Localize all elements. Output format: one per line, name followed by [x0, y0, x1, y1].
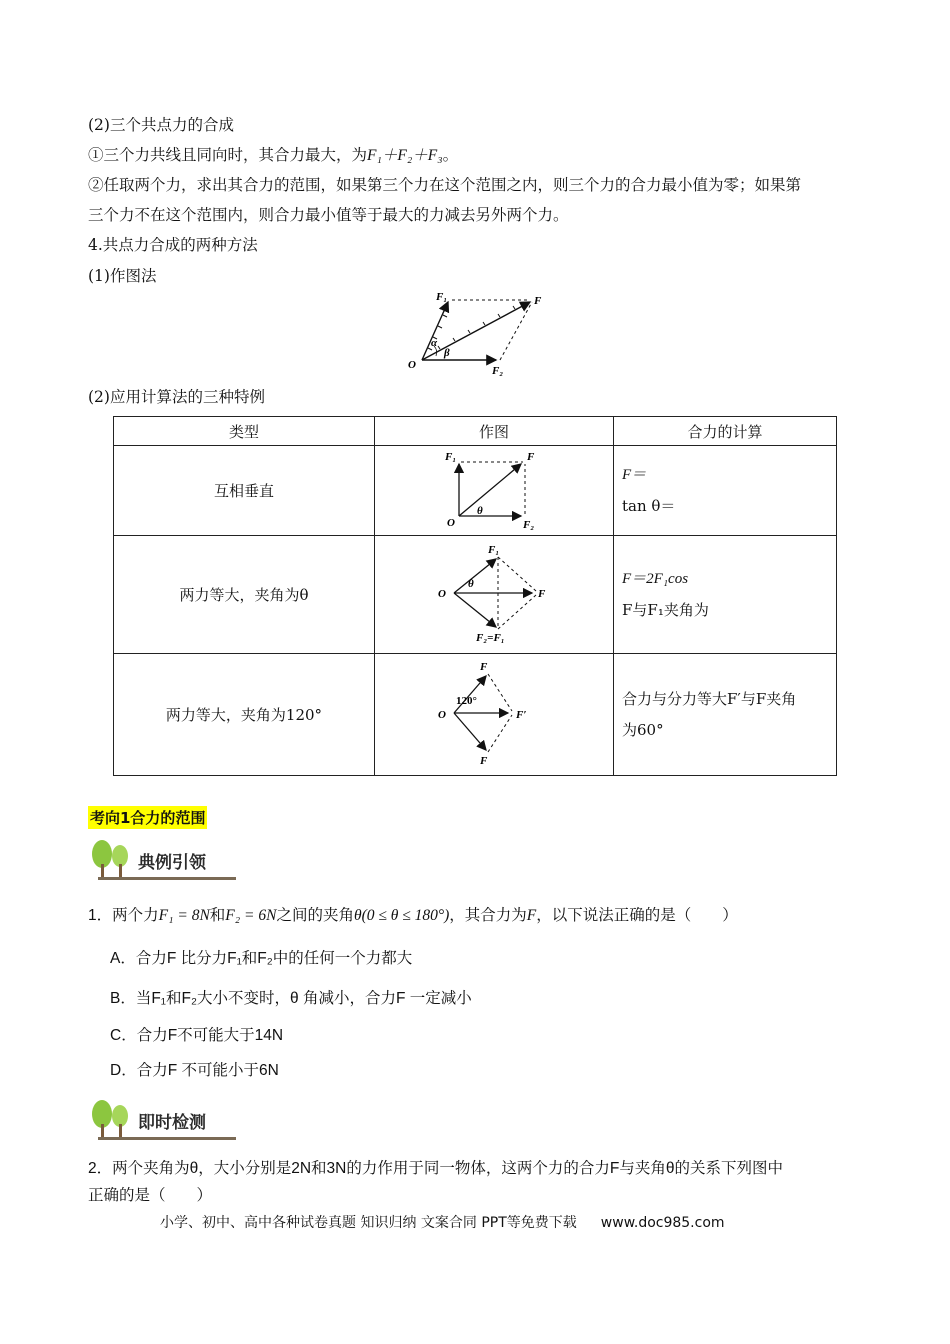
- diagram-label-f1: F₁: [436, 291, 448, 303]
- row-1-calc: [614, 446, 837, 536]
- question-2-line-1: 2．两个夹角为θ，大小分别是2N和3N的力作用于同一物体，这两个力的合力F与夹角θ的关系下列图中: [88, 1160, 783, 1177]
- option-a[interactable]: A．合力F 比分力F₁和F₂中的任何一个力都大: [110, 950, 413, 967]
- row-2-calc-line-1: F＝2F₁cos: [622, 570, 689, 587]
- option-c[interactable]: C．合力F不可能大于14N: [110, 1027, 284, 1044]
- row-3-calc-line-2: 为60°: [622, 720, 664, 739]
- q1-part-d: ，其合力为: [449, 907, 527, 924]
- subheading-three-forces: (2)三个共点力的合成: [88, 116, 234, 134]
- header-type: 类型: [114, 417, 375, 446]
- topic-tag: 考向1合力的范围: [88, 806, 207, 829]
- fig3-label-f-top: F: [480, 660, 488, 673]
- q1-part-c: 之间的夹角: [276, 907, 354, 924]
- diagram-label-o: O: [408, 359, 416, 371]
- row-1-figure: [375, 446, 614, 536]
- q1-f: F: [526, 907, 537, 924]
- diagram-label-f: F: [534, 295, 542, 307]
- tree-icon: [88, 838, 134, 882]
- banner-title: 典例引领: [138, 853, 206, 873]
- table-row: [114, 536, 837, 654]
- banner-underline: [98, 877, 236, 880]
- q1-part-e: ，以下说法正确的是（ ）: [536, 907, 738, 924]
- fig2-label-f2: F₂=F₁: [476, 631, 505, 644]
- header-calc: 合力的计算: [614, 417, 837, 446]
- q1-f2: F₂ = 6N: [225, 907, 277, 924]
- fig3-label-f-bottom: F: [480, 754, 488, 767]
- fig3-label-o: O: [438, 708, 446, 721]
- q1-f1: F₁ = 8N: [158, 907, 210, 924]
- heading-methods: 4.共点力合成的两种方法: [88, 236, 258, 254]
- graph-method-label: (1)作图法: [88, 267, 157, 285]
- q1-part-b: 和: [209, 907, 226, 924]
- table-row: [114, 446, 837, 536]
- equal-120-forces-figure: [434, 658, 554, 768]
- point-1: [88, 144, 458, 167]
- row-1-type: 互相垂直: [114, 446, 375, 536]
- fig2-label-f1: F₁: [488, 543, 500, 556]
- point-1-prefix: ①三个力共线且同向时，其合力最大，为: [88, 146, 368, 164]
- q1-theta-range: θ(0 ≤ θ ≤ 180°): [353, 907, 450, 924]
- row-3-type: 两力等大，夹角为120°: [114, 654, 375, 776]
- row-3-calc-line-1: 合力与分力等大F′与F夹角: [622, 689, 797, 708]
- question-1-stem: [88, 905, 738, 927]
- parallelogram-diagram: [400, 288, 560, 380]
- tree-icon: [88, 1098, 134, 1142]
- diagram-label-beta: β: [444, 347, 450, 359]
- row-3-figure: [375, 654, 614, 776]
- fig3-label-angle: 120°: [456, 694, 477, 707]
- point-1-formula: F₁＋F₂＋F₃: [367, 147, 443, 164]
- fig1-label-f1: F₁: [445, 450, 457, 463]
- fig1-label-f2: F₂: [523, 518, 535, 530]
- fig1-label-theta: θ: [477, 504, 483, 517]
- calc-method-label: (2)应用计算法的三种特例: [88, 388, 265, 406]
- row-2-type: 两力等大，夹角为θ: [114, 536, 375, 654]
- table-header-row: [114, 417, 837, 446]
- fig3-label-f-prime: F′: [516, 708, 527, 721]
- banner-title: 即时检测: [138, 1113, 206, 1133]
- row-2-calc: [614, 536, 837, 654]
- equal-forces-figure: [434, 541, 554, 645]
- fig2-label-f: F: [538, 587, 546, 600]
- perpendicular-forces-figure: [439, 448, 549, 530]
- point-2-line-2: 三个力不在这个范围内，则合力最小值等于最大的力减去另外两个力。: [88, 206, 569, 224]
- row-2-calc-line-2: F与F₁夹角为: [622, 600, 709, 619]
- footer-url[interactable]: www.doc985.com: [600, 1215, 725, 1231]
- fig2-label-o: O: [438, 587, 446, 600]
- row-1-calc-line-2: tan θ＝: [622, 496, 676, 515]
- fig1-label-f: F: [527, 450, 535, 463]
- row-2-figure: [375, 536, 614, 654]
- point-1-suffix: 。: [442, 146, 459, 164]
- header-figure: 作图: [375, 417, 614, 446]
- q1-part-a: 1．两个力: [88, 907, 159, 924]
- footer: [160, 1212, 725, 1232]
- banner-underline: [98, 1137, 236, 1140]
- footer-text: 小学、初中、高中各种试卷真题 知识归纳 文案合同 PPT等免费下载: [160, 1215, 577, 1231]
- diagram-label-f2: F₂: [492, 365, 504, 377]
- question-2-line-2: 正确的是（ ）: [88, 1187, 213, 1204]
- banner-practice: [88, 1098, 236, 1142]
- fig1-label-o: O: [447, 516, 455, 529]
- fig2-label-theta: θ: [468, 577, 474, 590]
- point-2-line-1: ②任取两个力，求出其合力的范围，如果第三个力在这个范围之内，则三个力的合力最小值为零；如果第: [88, 176, 802, 194]
- diagram-label-alpha: α: [431, 337, 438, 349]
- row-3-calc: [614, 654, 837, 776]
- option-b[interactable]: B．当F₁和F₂大小不变时，θ 角减小，合力F 一定减小: [110, 990, 472, 1007]
- table-row: [114, 654, 837, 776]
- special-cases-table: [113, 416, 837, 776]
- row-1-calc-line-1: F＝: [622, 466, 647, 483]
- option-d[interactable]: D．合力F 不可能小于6N: [110, 1062, 279, 1079]
- banner-examples: [88, 838, 236, 882]
